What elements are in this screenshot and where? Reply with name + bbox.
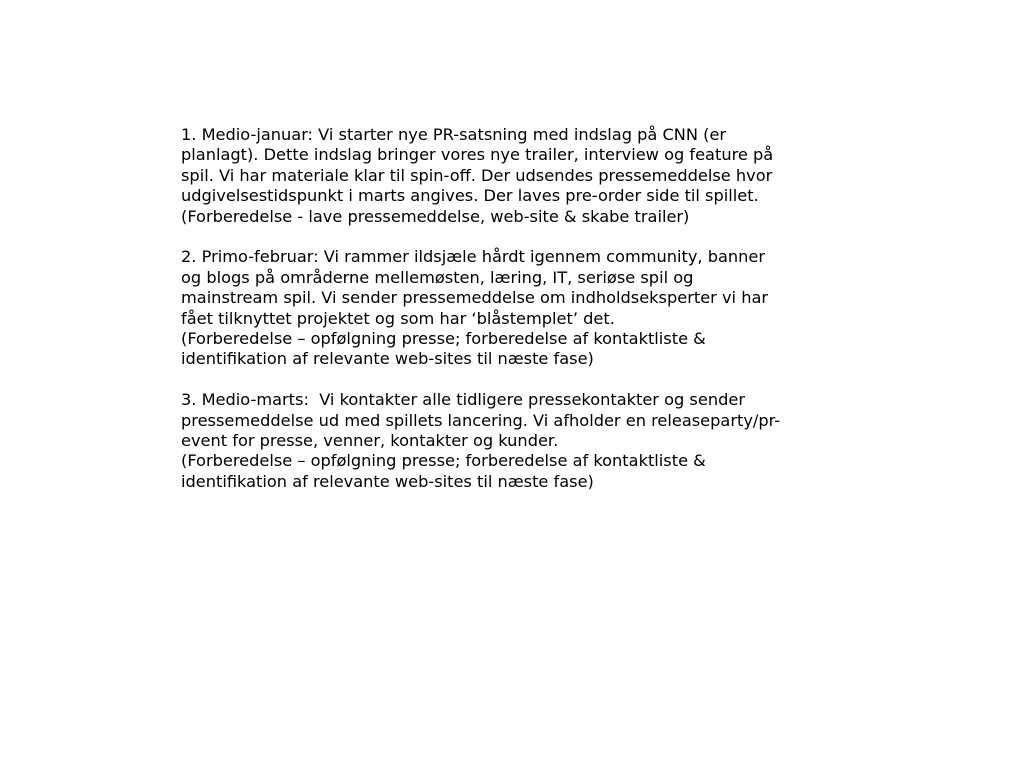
text-body <box>181 125 841 492</box>
paragraph-line: (Forberedelse – opfølgning presse; forberedelse af kontaktliste & <box>181 451 706 471</box>
paragraph-line: (Forberedelse – opfølgning presse; forberedelse af kontaktliste & <box>181 329 706 349</box>
paragraph-line: udgivelsestidspunkt i marts angives. Der laves pre-order side til spillet. <box>181 186 759 206</box>
paragraph-line: identifikation af relevante web-sites til næste fase) <box>181 471 594 491</box>
paragraph-line: identifikation af relevante web-sites til næste fase) <box>181 349 594 369</box>
paragraph-line: pressemeddelse ud med spillets lancering. Vi afholder en releaseparty/pr- <box>181 410 781 430</box>
paragraph-line: fået tilknyttet projektet og som har ‘blåstemplet’ det. <box>181 308 615 328</box>
paragraph-line: spil. Vi har materiale klar til spin-off. Der udsendes pressemeddelse hvor <box>181 165 773 185</box>
paragraph-line: mainstream spil. Vi sender pressemeddelse om indholdseksperter vi har <box>181 288 769 308</box>
paragraph-2 <box>181 247 841 369</box>
paragraph-line: og blogs på områderne mellemøsten, læring, IT, seriøse spil og <box>181 267 694 287</box>
paragraph-1 <box>181 125 841 227</box>
paragraph-line: (Forberedelse - lave pressemeddelse, web-site & skabe trailer) <box>181 206 690 226</box>
paragraph-3 <box>181 390 841 492</box>
paragraph-line: event for presse, venner, kontakter og kunder. <box>181 431 559 451</box>
paragraph-line: 1. Medio-januar: Vi starter nye PR-satsning med indslag på CNN (er <box>181 125 727 144</box>
paragraph-line: planlagt). Dette indslag bringer vores nye trailer, interview og feature på <box>181 145 774 165</box>
paragraph-line: 2. Primo-februar: Vi rammer ildsjæle hårdt igennem community, banner <box>181 247 766 267</box>
paragraph-line: 3. Medio-marts: Vi kontakter alle tidligere pressekontakter og sender <box>181 390 745 410</box>
